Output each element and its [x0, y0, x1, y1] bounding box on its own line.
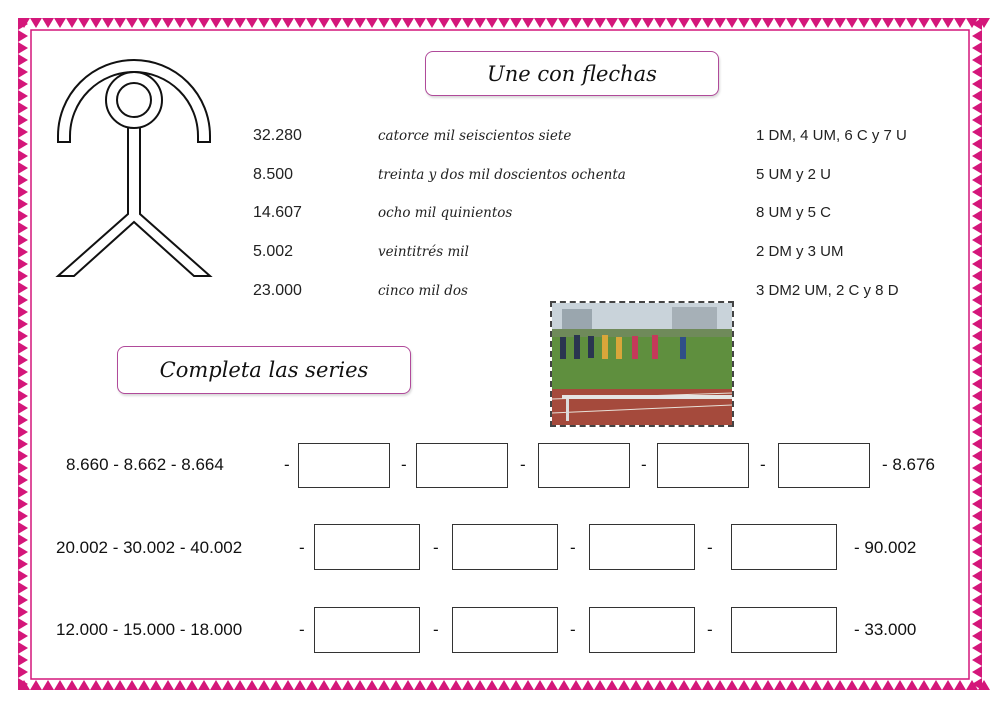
series-separator: -: [641, 455, 647, 474]
series-separator: -: [299, 538, 305, 557]
match-units: 2 DM y 3 UM: [756, 243, 844, 260]
match-units: 5 UM y 2 U: [756, 166, 832, 183]
match-number: 8.500: [253, 166, 294, 183]
match-number: 14.607: [253, 204, 302, 221]
series-start: 20.002 - 30.002 - 40.002: [56, 538, 243, 557]
match-units: 3 DM2 UM, 2 C y 8 D: [756, 282, 899, 299]
series-blank-box[interactable]: [731, 607, 837, 653]
series-blank-box[interactable]: [589, 607, 695, 653]
series-start: 12.000 - 15.000 - 18.000: [56, 620, 243, 639]
series-blank-box[interactable]: [452, 607, 558, 653]
series-end: - 8.676: [882, 455, 935, 474]
series-separator: -: [433, 620, 439, 639]
series-start: 8.660 - 8.662 - 8.664: [66, 455, 224, 474]
running-race-photo: [550, 301, 734, 427]
series-blank-box[interactable]: [314, 607, 420, 653]
match-units: 1 DM, 4 UM, 6 C y 7 U: [756, 127, 907, 144]
match-number: 5.002: [253, 243, 294, 260]
match-words: treinta y dos mil doscientos ochenta: [378, 167, 626, 183]
match-words: cinco mil dos: [378, 283, 468, 299]
series-separator: -: [570, 538, 576, 557]
series-blank-box[interactable]: [452, 524, 558, 570]
match-words: catorce mil seiscientos siete: [378, 128, 572, 144]
series-separator: -: [401, 455, 407, 474]
series-blank-box[interactable]: [314, 524, 420, 570]
match-number: 23.000: [253, 282, 302, 299]
series-blank-box[interactable]: [538, 443, 630, 488]
series-separator: -: [299, 620, 305, 639]
series-separator: -: [707, 620, 713, 639]
series-separator: -: [520, 455, 526, 474]
match-words: ocho mil quinientos: [378, 205, 513, 221]
series-blank-box[interactable]: [416, 443, 508, 488]
series-blank-box[interactable]: [589, 524, 695, 570]
series-blank-box[interactable]: [298, 443, 390, 488]
match-heading: Une con flechas: [425, 51, 719, 96]
series-separator: -: [433, 538, 439, 557]
indalo-figure-icon: [52, 54, 217, 280]
series-heading: Completa las series: [117, 346, 411, 394]
series-blank-box[interactable]: [778, 443, 870, 488]
series-end: - 90.002: [854, 538, 917, 557]
series-separator: -: [707, 538, 713, 557]
series-separator: -: [284, 455, 290, 474]
series-blank-box[interactable]: [731, 524, 837, 570]
series-blank-box[interactable]: [657, 443, 749, 488]
match-units: 8 UM y 5 C: [756, 204, 832, 221]
series-separator: -: [570, 620, 576, 639]
match-number: 32.280: [253, 127, 302, 144]
match-words: veintitrés mil: [378, 244, 469, 260]
series-end: - 33.000: [854, 620, 917, 639]
series-separator: -: [760, 455, 766, 474]
